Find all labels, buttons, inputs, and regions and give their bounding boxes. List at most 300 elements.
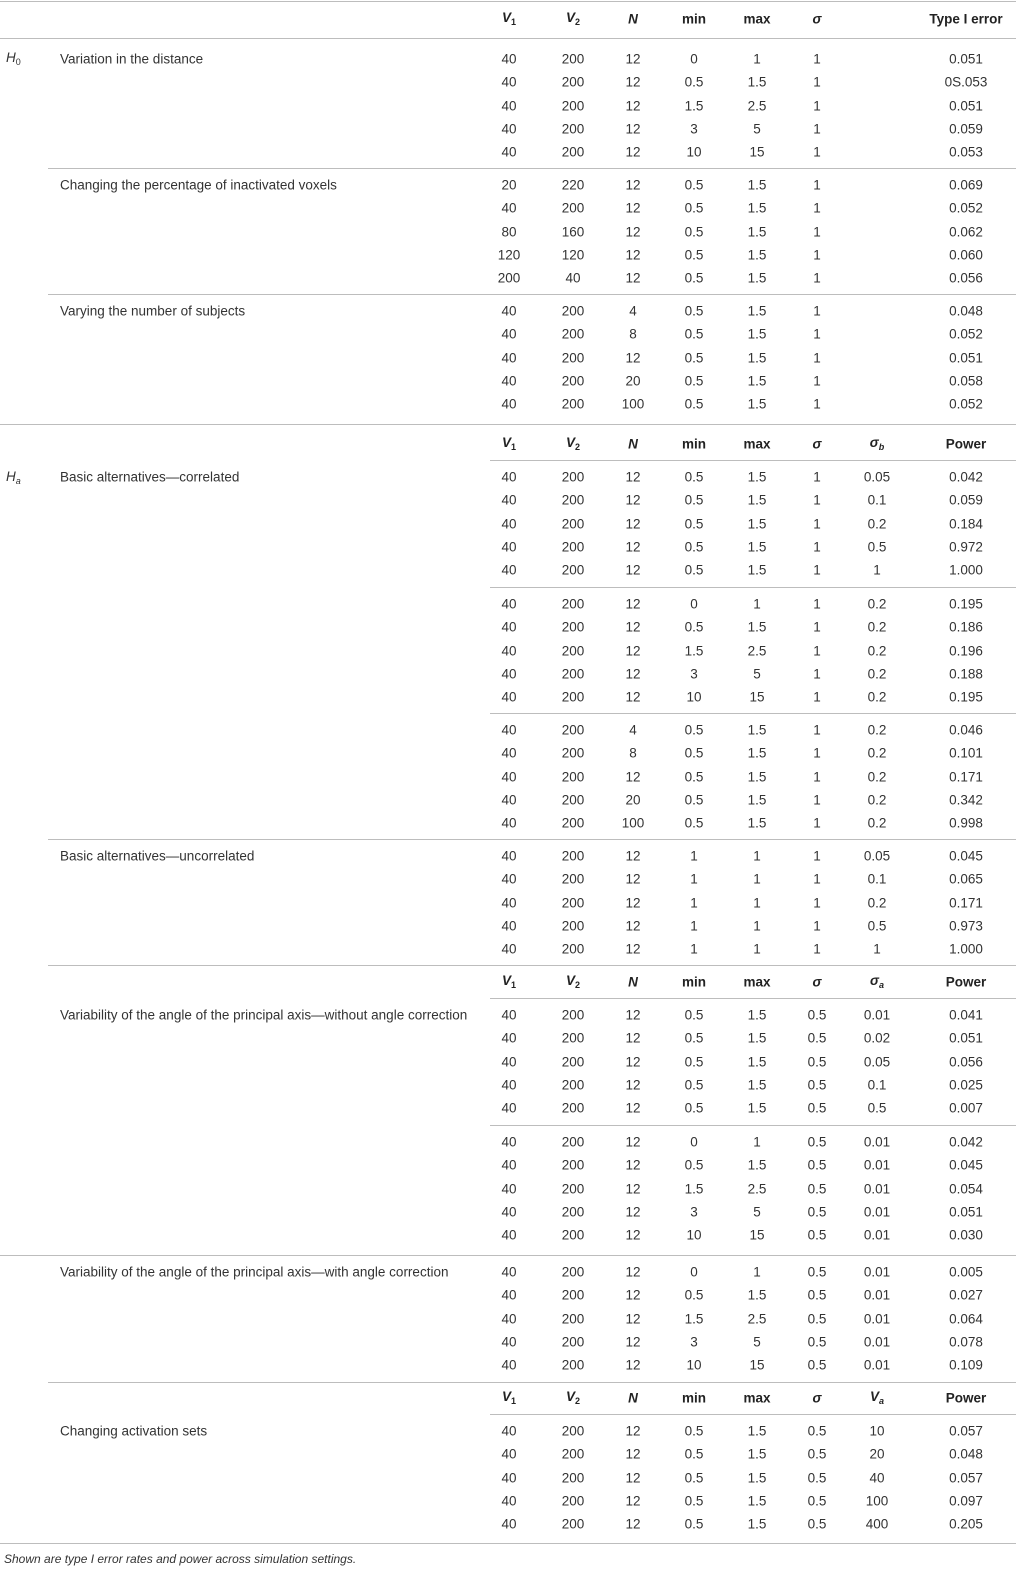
table-cell: 0.057	[949, 1423, 983, 1439]
table-cell: 1.5	[747, 1446, 767, 1462]
table-cell: 0.059	[949, 121, 983, 137]
table-cell: 1.5	[747, 722, 767, 738]
rule-line	[48, 965, 1016, 966]
table-cell: 40	[501, 745, 517, 761]
table-cell: 1.000	[949, 562, 983, 578]
table-cell: 200	[561, 144, 585, 160]
rule-line	[48, 839, 1016, 840]
table-cell: 40	[501, 1423, 517, 1439]
table-cell: 0.030	[949, 1227, 983, 1243]
table-cell: 1	[813, 270, 821, 286]
table-cell: 1	[690, 848, 698, 864]
table-cell: 40	[501, 1446, 517, 1462]
table-cell: 200	[561, 642, 585, 658]
table-cell: 1	[813, 539, 821, 555]
column-header: $V_2$	[565, 10, 581, 27]
column-header: N	[628, 1390, 638, 1406]
table-cell: 40	[501, 1334, 517, 1350]
table-cell: 0.5	[684, 745, 704, 761]
table-cell: 200	[561, 396, 585, 412]
column-header: N	[628, 974, 638, 990]
table-cell: 0.052	[949, 200, 983, 216]
table-cell: 12	[625, 97, 641, 113]
table-cell: 1	[813, 768, 821, 784]
table-cell: 200	[561, 689, 585, 705]
table-cell: 0.052	[949, 326, 983, 342]
table-cell: 20	[501, 177, 517, 193]
table-cell: 5	[753, 1204, 761, 1220]
table-cell: 200	[561, 918, 585, 934]
column-header: σ	[812, 11, 822, 27]
table-cell: 12	[625, 562, 641, 578]
table-cell: 200	[561, 1053, 585, 1069]
group-label: Variability of the angle of the principal axis—without angle correction	[60, 1007, 468, 1023]
table-cell: 12	[625, 1357, 641, 1373]
table-cell: 0.078	[949, 1334, 983, 1350]
table-cell: 12	[625, 223, 641, 239]
table-cell: 200	[561, 1310, 585, 1326]
rule-line	[490, 713, 1016, 714]
table-cell: 1	[813, 689, 821, 705]
table-cell: 0.5	[684, 792, 704, 808]
table-cell: 4	[629, 303, 637, 319]
table-cell: 1	[813, 941, 821, 957]
column-header: σ	[812, 436, 822, 452]
table-cell: 40	[501, 1310, 517, 1326]
column-header: min	[681, 1390, 707, 1406]
table-cell: 0.195	[949, 596, 983, 612]
table-cell: 40	[501, 349, 517, 365]
table-cell: 0	[690, 51, 698, 67]
table-cell: 0.051	[949, 51, 983, 67]
table-cell: 0.5	[807, 1204, 827, 1220]
table-cell: 0.01	[863, 1157, 891, 1173]
table-cell: 3	[690, 1204, 698, 1220]
table-cell: 200	[561, 1287, 585, 1303]
table-cell: 12	[625, 1077, 641, 1093]
table-cell: 200	[561, 539, 585, 555]
table-cell: 0.5	[807, 1287, 827, 1303]
table-cell: 12	[625, 200, 641, 216]
table-cell: 1	[813, 373, 821, 389]
table-cell: 200	[561, 1180, 585, 1196]
table-cell: 1	[753, 941, 761, 957]
table-cell: 200	[561, 894, 585, 910]
table-cell: 0.5	[684, 247, 704, 263]
table-cell: 1.5	[747, 326, 767, 342]
table-cell: 10	[686, 1227, 702, 1243]
table-cell: 200	[561, 1077, 585, 1093]
table-cell: 0.5	[684, 469, 704, 485]
table-cell: 0.5	[807, 1134, 827, 1150]
table-cell: 0.5	[684, 270, 704, 286]
column-header: $V_2$	[565, 435, 581, 452]
table-cell: 0.5	[807, 1357, 827, 1373]
table-cell: 0.042	[949, 469, 983, 485]
table-cell: 10	[686, 1357, 702, 1373]
table-cell: 0.1	[867, 1077, 887, 1093]
table-cell: 0.5	[807, 1030, 827, 1046]
table-cell: 0.5	[684, 349, 704, 365]
table-cell: 40	[501, 1204, 517, 1220]
table-cell: 1.5	[747, 745, 767, 761]
table-cell: 200	[497, 270, 521, 286]
table-cell: 0.195	[949, 689, 983, 705]
table-cell: 40	[501, 539, 517, 555]
table-cell: 0.2	[867, 792, 887, 808]
table-cell: 0.2	[867, 745, 887, 761]
table-cell: 40	[501, 1357, 517, 1373]
table-cell: 0.5	[684, 1100, 704, 1116]
table-cell: 1.5	[747, 1423, 767, 1439]
table-cell: 0.5	[684, 492, 704, 508]
table-cell: 12	[625, 1053, 641, 1069]
table-cell: 0.196	[949, 642, 983, 658]
table-cell: 0.5	[684, 539, 704, 555]
table-cell: 12	[625, 1134, 641, 1150]
table-cell: 40	[501, 941, 517, 957]
table-cell: 1	[753, 918, 761, 934]
table-cell: 200	[561, 768, 585, 784]
table-cell: 0.2	[867, 619, 887, 635]
table-cell: 15	[749, 689, 765, 705]
table-cell: 200	[561, 619, 585, 635]
table-cell: 0.101	[949, 745, 983, 761]
table-cell: 12	[625, 848, 641, 864]
column-header: $\sigma_a$	[870, 973, 884, 990]
table-cell: 40	[501, 792, 517, 808]
table-cell: 0.5	[684, 815, 704, 831]
table-cell: 1	[813, 492, 821, 508]
table-cell: 0.2	[867, 666, 887, 682]
table-cell: 200	[561, 596, 585, 612]
table-cell: 40	[501, 1264, 517, 1280]
table-cell: 0.048	[949, 303, 983, 319]
table-cell: 0.5	[807, 1180, 827, 1196]
table-cell: 12	[625, 871, 641, 887]
hypothesis-label: $H_0$	[6, 50, 21, 67]
table-cell: 40	[501, 1007, 517, 1023]
table-cell: 1	[813, 121, 821, 137]
table-cell: 0.5	[684, 1157, 704, 1173]
rule-line	[48, 294, 1016, 295]
table-cell: 1	[813, 200, 821, 216]
table-cell: 12	[625, 941, 641, 957]
table-cell: 200	[561, 51, 585, 67]
table-cell: 1	[813, 144, 821, 160]
table-cell: 0.5	[807, 1493, 827, 1509]
table-cell: 1.5	[747, 74, 767, 90]
table-cell: 1.5	[684, 97, 704, 113]
table-cell: 40	[501, 492, 517, 508]
column-header: σ	[812, 974, 822, 990]
table-cell: 40	[501, 200, 517, 216]
table-cell: 0.059	[949, 492, 983, 508]
table-cell: 0.5	[684, 1030, 704, 1046]
table-cell: 0.998	[949, 815, 983, 831]
table-cell: 200	[561, 1516, 585, 1532]
table-cell: 40	[501, 1469, 517, 1485]
table-cell: 40	[501, 1493, 517, 1509]
column-header: $V_1$	[501, 1389, 517, 1406]
table-cell: 200	[561, 745, 585, 761]
table-cell: 12	[625, 1204, 641, 1220]
table-cell: 0.205	[949, 1516, 983, 1532]
table-cell: 40	[501, 469, 517, 485]
table-cell: 12	[625, 619, 641, 635]
table-cell: 0.5	[684, 223, 704, 239]
table-cell: 1.5	[747, 303, 767, 319]
table-cell: 0.027	[949, 1287, 983, 1303]
table-cell: 40	[501, 1030, 517, 1046]
table-cell: 1	[690, 941, 698, 957]
table-cell: 120	[497, 247, 521, 263]
table-cell: 0.065	[949, 871, 983, 887]
table-cell: 1.5	[747, 539, 767, 555]
group-label: Variability of the angle of the principal axis—with angle correction	[60, 1264, 449, 1280]
table-cell: 5	[753, 1334, 761, 1350]
table-cell: 1	[813, 894, 821, 910]
table-cell: 1.5	[747, 815, 767, 831]
table-cell: 12	[625, 1030, 641, 1046]
table-cell: 40	[501, 1157, 517, 1173]
column-header: $\sigma_b$	[869, 435, 885, 452]
rule-line	[490, 460, 1016, 461]
column-header: $V_1$	[501, 10, 517, 27]
table-cell: 1	[813, 326, 821, 342]
table-cell: 0.5	[684, 1077, 704, 1093]
table-cell: 40	[501, 326, 517, 342]
table-cell: 200	[561, 492, 585, 508]
table-cell: 0.109	[949, 1357, 983, 1373]
table-cell: 0.053	[949, 144, 983, 160]
table-cell: 0.5	[684, 768, 704, 784]
table-cell: 1	[753, 894, 761, 910]
rule-line	[0, 1, 1016, 2]
table-cell: 0.2	[867, 722, 887, 738]
table-cell: 0.045	[949, 848, 983, 864]
table-cell: 0.048	[949, 1446, 983, 1462]
table-cell: 1.5	[747, 1287, 767, 1303]
table-cell: 40	[501, 51, 517, 67]
table-cell: 0	[690, 1264, 698, 1280]
group-label: Basic alternatives—uncorrelated	[60, 848, 255, 864]
table-cell: 12	[625, 121, 641, 137]
table-cell: 1.5	[747, 492, 767, 508]
table-cell: 0.5	[684, 1053, 704, 1069]
table-cell: 1	[813, 177, 821, 193]
table-cell: 15	[749, 1357, 765, 1373]
table-cell: 0.5	[684, 396, 704, 412]
table-cell: 0.051	[949, 1030, 983, 1046]
table-cell: 0.051	[949, 349, 983, 365]
column-header: min	[681, 974, 707, 990]
table-cell: 1.000	[949, 941, 983, 957]
table-cell: 1.5	[747, 792, 767, 808]
table-cell: 12	[625, 177, 641, 193]
table-cell: 200	[561, 1007, 585, 1023]
table-cell: 0.5	[684, 1446, 704, 1462]
column-header: $V_1$	[501, 435, 517, 452]
table-cell: 12	[625, 918, 641, 934]
table-cell: 120	[561, 247, 585, 263]
group-label: Changing the percentage of inactivated voxels	[60, 177, 337, 193]
table-caption: Shown are type I error rates and power across simulation settings.	[4, 1552, 357, 1566]
table-cell: 0.2	[867, 815, 887, 831]
table-cell: 0.5	[867, 1100, 887, 1116]
table-cell: 200	[561, 722, 585, 738]
table-cell: 0.01	[863, 1204, 891, 1220]
table-cell: 0.2	[867, 642, 887, 658]
hypothesis-label: $H_a$	[6, 469, 21, 486]
table-cell: 5	[753, 666, 761, 682]
table-cell: 0S.053	[944, 74, 988, 90]
table-cell: 0.5	[807, 1157, 827, 1173]
table-cell: 3	[690, 1334, 698, 1350]
table-cell: 0.5	[684, 200, 704, 216]
column-header: Power	[945, 1390, 987, 1406]
table-cell: 40	[501, 894, 517, 910]
table-cell: 1.5	[747, 768, 767, 784]
column-header: min	[681, 11, 707, 27]
table-cell: 12	[625, 515, 641, 531]
table-cell: 2.5	[747, 97, 767, 113]
table-cell: 12	[625, 1157, 641, 1173]
table-cell: 0.01	[863, 1310, 891, 1326]
table-cell: 40	[501, 722, 517, 738]
table-cell: 200	[561, 792, 585, 808]
table-cell: 1	[813, 469, 821, 485]
table-cell: 0.2	[867, 768, 887, 784]
table-cell: 0.01	[863, 1287, 891, 1303]
table-cell: 0.058	[949, 373, 983, 389]
column-header: min	[681, 436, 707, 452]
table-cell: 0.045	[949, 1157, 983, 1173]
table-cell: 1.5	[747, 1030, 767, 1046]
table-cell: 1	[813, 792, 821, 808]
table-cell: 1	[873, 562, 881, 578]
table-cell: 40	[501, 1077, 517, 1093]
table-cell: 40	[501, 1516, 517, 1532]
column-header: max	[743, 11, 771, 27]
table-cell: 40	[501, 1100, 517, 1116]
table-cell: 200	[561, 1227, 585, 1243]
column-header: $V_1$	[501, 973, 517, 990]
table-cell: 0.973	[949, 918, 983, 934]
table-cell: 0.5	[684, 1493, 704, 1509]
rule-line	[0, 424, 1016, 425]
table-cell: 12	[625, 1227, 641, 1243]
table-cell: 20	[625, 792, 641, 808]
table-cell: 1	[690, 871, 698, 887]
column-header: max	[743, 436, 771, 452]
table-cell: 1	[753, 848, 761, 864]
table-cell: 0.02	[863, 1030, 891, 1046]
group-label: Variation in the distance	[60, 51, 204, 67]
table-cell: 200	[561, 1357, 585, 1373]
table-cell: 1	[813, 223, 821, 239]
table-cell: 400	[865, 1516, 889, 1532]
table-cell: 0.5	[684, 1516, 704, 1532]
table-cell: 1.5	[747, 1157, 767, 1173]
table-cell: 100	[621, 815, 645, 831]
table-cell: 200	[561, 349, 585, 365]
table-cell: 1.5	[747, 1469, 767, 1485]
table-cell: 12	[625, 1334, 641, 1350]
table-cell: 0.2	[867, 689, 887, 705]
table-cell: 1	[813, 51, 821, 67]
table-cell: 200	[561, 373, 585, 389]
table-cell: 1	[813, 349, 821, 365]
rule-line	[490, 1414, 1016, 1415]
table-cell: 200	[561, 1100, 585, 1116]
table-cell: 200	[561, 848, 585, 864]
table-cell: 200	[561, 469, 585, 485]
table-cell: 1.5	[747, 247, 767, 263]
table-cell: 1	[813, 97, 821, 113]
table-cell: 200	[561, 1030, 585, 1046]
table-cell: 0.042	[949, 1134, 983, 1150]
table-cell: 12	[625, 539, 641, 555]
column-header: Power	[945, 436, 987, 452]
table-cell: 0.2	[867, 894, 887, 910]
table-cell: 1	[813, 247, 821, 263]
table-cell: 1	[813, 619, 821, 635]
table-cell: 12	[625, 1310, 641, 1326]
table-cell: 0.01	[863, 1264, 891, 1280]
table-cell: 200	[561, 562, 585, 578]
table-cell: 0.5	[807, 1516, 827, 1532]
table-cell: 20	[869, 1446, 885, 1462]
table-cell: 0.062	[949, 223, 983, 239]
table-cell: 2.5	[747, 1180, 767, 1196]
table-cell: 10	[686, 144, 702, 160]
table-cell: 0.051	[949, 1204, 983, 1220]
table-cell: 1	[753, 871, 761, 887]
table-cell: 0.054	[949, 1180, 983, 1196]
table-cell: 1.5	[747, 1493, 767, 1509]
table-cell: 1	[813, 396, 821, 412]
table-cell: 200	[561, 303, 585, 319]
table-cell: 20	[625, 373, 641, 389]
table-cell: 0.005	[949, 1264, 983, 1280]
table-cell: 0.069	[949, 177, 983, 193]
table-cell: 1.5	[747, 373, 767, 389]
table-cell: 2.5	[747, 1310, 767, 1326]
column-header: $V_2$	[565, 973, 581, 990]
table-cell: 1	[813, 642, 821, 658]
table-cell: 12	[625, 247, 641, 263]
table-cell: 0.060	[949, 247, 983, 263]
table-cell: 0.5	[807, 1310, 827, 1326]
table-cell: 1	[873, 941, 881, 957]
table-cell: 0.186	[949, 619, 983, 635]
table-cell: 1	[813, 562, 821, 578]
column-header: Power	[945, 974, 987, 990]
table-cell: 40	[501, 303, 517, 319]
table-cell: 200	[561, 1204, 585, 1220]
table-cell: 0.5	[807, 1007, 827, 1023]
table-cell: 200	[561, 1157, 585, 1173]
table-cell: 200	[561, 666, 585, 682]
table-cell: 40	[869, 1469, 885, 1485]
table-cell: 100	[865, 1493, 889, 1509]
table-cell: 0.5	[684, 562, 704, 578]
table-cell: 1	[813, 745, 821, 761]
table-cell: 40	[501, 1287, 517, 1303]
table-cell: 40	[501, 562, 517, 578]
table-cell: 40	[501, 515, 517, 531]
